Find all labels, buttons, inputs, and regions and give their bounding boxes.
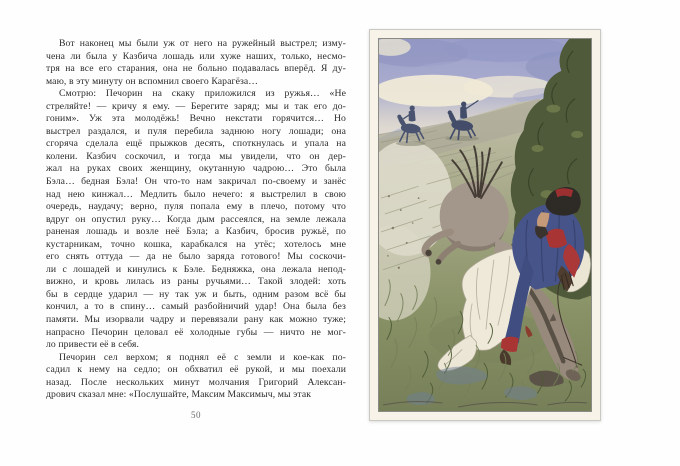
text-line: жал на руках своих женщину, окутанную чадрою… Это была [46,163,346,175]
text-line: чена ли была у Казбича лошадь или хуже наших, только, несмо- [46,50,346,62]
page-number: 50 [191,410,201,420]
text-line: садил к нему на седло; он обхватил её рукой, и мы поехали [46,364,346,376]
text-line: дрович сказал мне: «Послушайте, Максим Максимыч, мы этак [46,389,312,401]
text-line: над нею кинжал… Медлить было нечего: я выстрелил в свою [46,188,346,200]
text-line: бы в сердце ударил — ну так уж и быть, одним разом всё бы [46,288,346,300]
illustration-plate [369,29,601,421]
text-line: памяти. Мы изорвали чадру и перевязали рану как можно туже; [46,314,346,326]
text-line: назад. После нескольких минут молчания Григорий Алексан- [46,376,346,388]
text-line: стреляйте! — кричу я ему. — Берегите заряд; мы и так его до- [46,100,346,112]
text-line: кустарникам, точно кошка, карабкался на утёс; хотелось мне [46,238,346,250]
illustration-artwork [378,38,592,412]
text-line: колени. Казбич соскочил, и тогда мы увидели, что он дер- [46,150,346,162]
text-line: очередь, наудачу; верно, пуля попала ему в плечо, потому что [46,201,346,213]
hoof [436,259,442,265]
text-line: Вот наконец мы были уж от него на ружейный выстрел; изму- [59,38,346,49]
text-line: выстрел раздался, и пуля перебила заднюю ногу лошади; она [46,125,346,137]
text-line: тря на все его старания, она не больно подавалась вперёд. Я ду- [46,63,346,75]
text-line: ло привести её в себя. [46,339,140,351]
text-line: ли с лошадей и кинулись к Бэле. Бедняжка, она лежала непод- [46,263,346,275]
text-line: маю, в эту минуту он вспомнил своего Карагёза… [46,75,259,87]
text-line: его снять оттуда — да не было заряда готового! Мы соскочи- [46,251,346,263]
text-line: гоним». Уж эта молодёжь! Вечно некстати горячится… Но [46,113,346,125]
hoof [425,250,431,256]
text-block [46,38,346,402]
text-line: Бэла… бедная Бэла! Он что-то нам закричал по-своему и занёс [46,176,346,188]
paragraph [46,38,346,88]
text-line: вижно, и кровь лилась из раны ручьями… Такой злодей: хоть [46,276,346,288]
text-line: сгоряча сделала ещё прыжков десять, споткнулась и упала на [46,138,346,150]
text-line: кончил, а то в спину… самый разбойничий удар! Она была без [46,301,346,313]
text-line: напрасно Печорин целовал её холодные губы — ничто не мог- [46,326,346,338]
paragraph [46,88,346,351]
paragraph [46,352,346,402]
text-line: раненая лошадь и возле неё Бэла; а Казбич, бросив ружьё, по [46,226,346,238]
text-line: Печорин сел верхом; я поднял её с земли и кое-как по- [59,351,346,363]
text-line: вдруг он опустил руку… Когда дым рассеялся, на земле лежала [46,213,346,225]
text-line: Смотрю: Печорин на скаку приложился из ружья… «Не [59,88,346,100]
